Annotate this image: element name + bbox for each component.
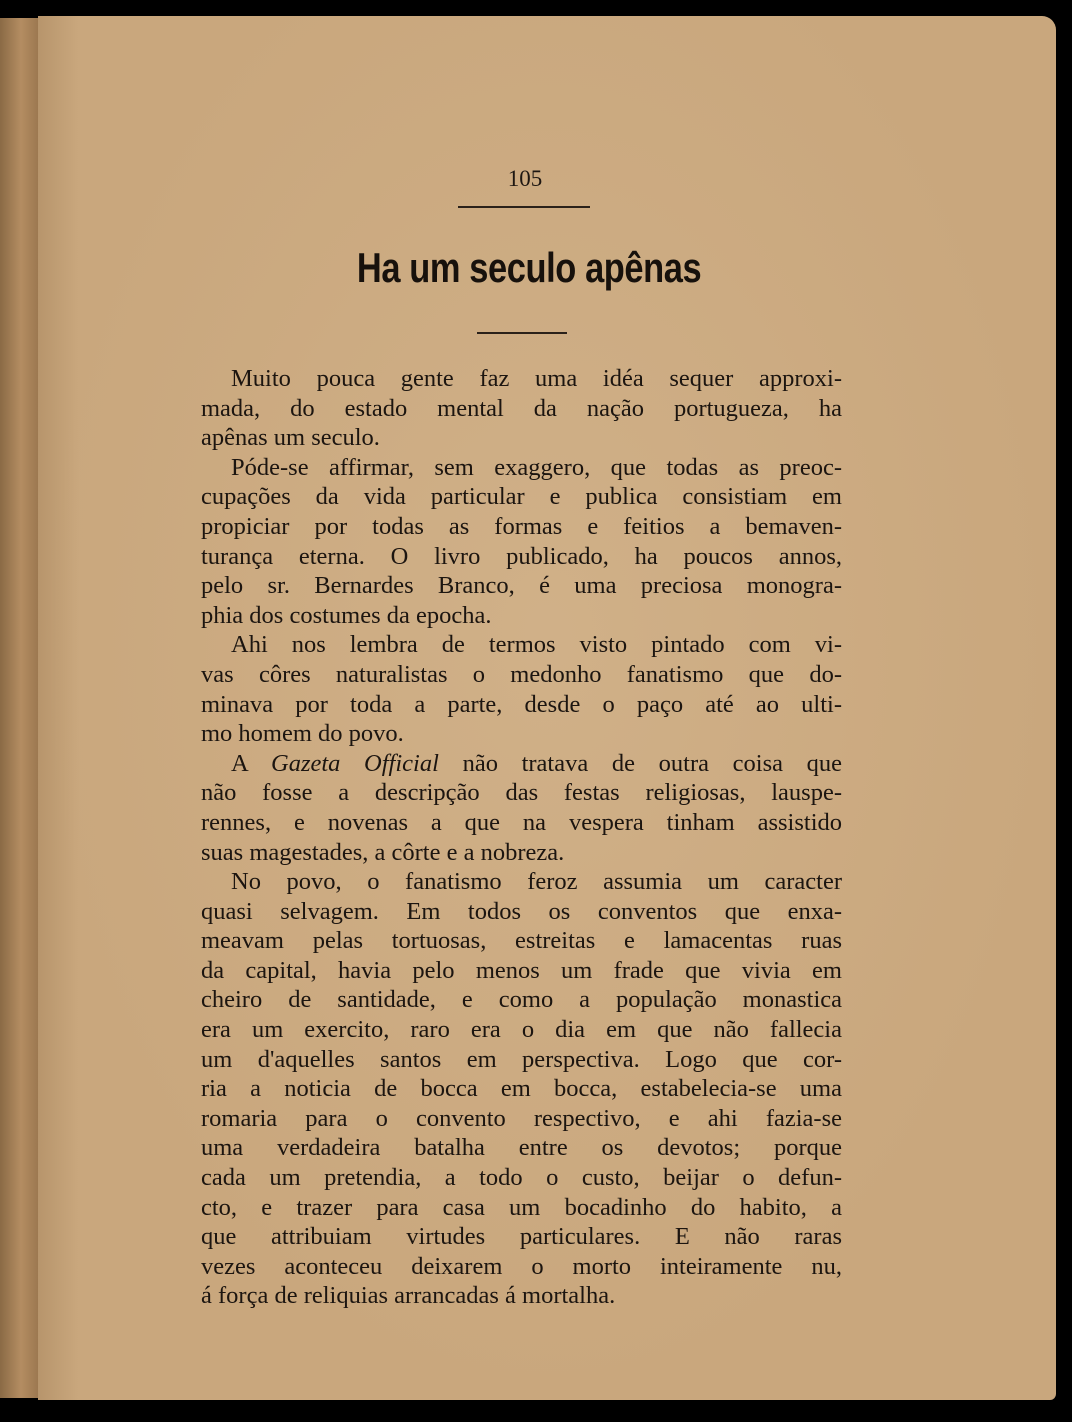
- text-line: minava por toda a parte, desde o paço até ao ulti-: [201, 690, 842, 718]
- text-line: um d'aquelles santos em perspectiva. Logo que cor-: [201, 1045, 842, 1073]
- text-line: cada um pretendia, a todo o custo, beijar o defun-: [201, 1164, 842, 1192]
- text-line: Póde-se affirmar, sem exaggero, que todas as preoc-: [231, 453, 842, 481]
- text-run: não tratava de outra coisa que: [438, 749, 843, 777]
- page-number: 105: [507, 166, 543, 191]
- title-rule: [477, 332, 567, 334]
- text-run: A: [231, 749, 271, 777]
- text-line: ria a noticia de bocca em bocca, estabelecia-se uma: [201, 1075, 842, 1103]
- text-line: mo homem do povo.: [201, 720, 404, 748]
- text-line: não fosse a descripção das festas religiosas, lauspe-: [201, 779, 842, 807]
- text-line: romaria para o convento respectivo, e ahi fazia-se: [201, 1104, 842, 1132]
- text-line: suas magestades, a côrte e a nobreza.: [201, 838, 565, 866]
- text-line: pelo sr. Bernardes Branco, é uma preciosa monogra-: [201, 572, 842, 600]
- text-line: á força de reliquias arrancadas á mortalha.: [201, 1282, 616, 1310]
- facing-page-edge: [0, 18, 38, 1398]
- text-line: quasi selvagem. Em todos os conventos que enxa-: [201, 897, 842, 925]
- text-line: cto, e trazer para casa um bocadinho do habito, a: [201, 1193, 842, 1221]
- text-line: vas côres naturalistas o medonho fanatismo que do-: [201, 660, 842, 688]
- text-line: No povo, o fanatismo feroz assumia um caracter: [231, 868, 842, 896]
- text-line: da capital, havia pelo menos um frade que vivia em: [201, 956, 842, 984]
- header-rule: [458, 206, 590, 208]
- text-line: [201, 749, 842, 779]
- text-line: meavam pelas tortuosas, estreitas e lamacentas ruas: [201, 927, 842, 955]
- text-line: Muito pouca gente faz uma idéa sequer approxi-: [231, 365, 842, 392]
- text-line: que attribuiam virtudes particulares. E não raras: [201, 1223, 842, 1251]
- text-line: era um exercito, raro era o dia em que não fallecia: [201, 1016, 842, 1044]
- text-line: cheiro de santidade, e como a população monastica: [201, 986, 842, 1014]
- text-line: propiciar por todas as formas e feitios a bemaven-: [201, 512, 842, 540]
- text-line: apênas um seculo.: [201, 424, 380, 452]
- text-line: uma verdadeira batalha entre os devotos; porque: [201, 1134, 842, 1162]
- newspaper-title: Gazeta Official: [271, 749, 439, 777]
- text-line: vezes aconteceu deixarem o morto inteiramente nu,: [201, 1252, 842, 1280]
- text-line: phia dos costumes da epocha.: [201, 601, 492, 629]
- text-line: rennes, e novenas a que na vespera tinham assistido: [201, 808, 842, 836]
- text-line: Ahi nos lembra de termos visto pintado com vi-: [231, 631, 842, 659]
- body-text: [201, 364, 842, 1311]
- text-line: mada, do estado mental da nação portugueza, ha: [201, 394, 842, 422]
- chapter-title: Ha um seculo apênas: [356, 244, 702, 291]
- text-line: cupações da vida particular e publica consistiam em: [201, 483, 842, 511]
- text-line: turança eterna. O livro publicado, ha poucos annos,: [201, 542, 842, 570]
